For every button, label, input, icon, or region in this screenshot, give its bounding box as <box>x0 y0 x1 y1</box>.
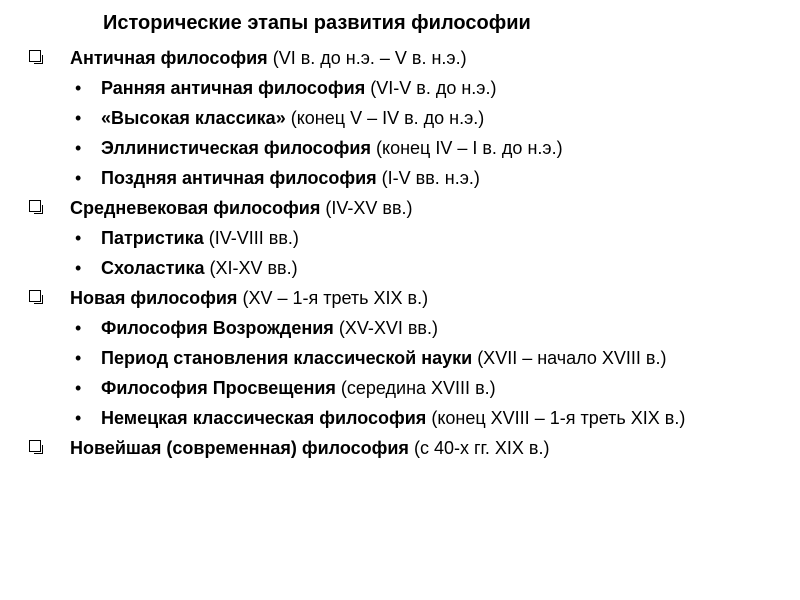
item-name: Немецкая классическая философия <box>101 408 427 428</box>
checkbox-bullet-icon <box>29 200 41 212</box>
bullet-dot-icon: • <box>75 108 82 128</box>
item-period: (VI-V в. до н.э.) <box>370 78 497 98</box>
item-name: Ранняя античная философия <box>101 78 366 98</box>
item-name: Патристика <box>101 228 204 248</box>
section-heading <box>0 436 800 460</box>
item-period: (конец IV – I в. до н.э.) <box>376 138 563 158</box>
list-item <box>0 106 800 130</box>
list-item <box>0 76 800 100</box>
checkbox-bullet-icon <box>29 290 41 302</box>
item-name: Поздняя античная философия <box>101 168 377 188</box>
list-item <box>0 166 800 190</box>
section-modern <box>0 286 800 430</box>
outline-list <box>0 46 800 466</box>
list-item <box>0 406 800 430</box>
list-item <box>0 226 800 250</box>
item-period: (IV-VIII вв.) <box>208 228 299 248</box>
item-period: (конец XVIII – 1-я треть XIX в.) <box>431 408 686 428</box>
list-item <box>0 136 800 160</box>
section-period: (с 40-х гг. XIX в.) <box>413 438 550 458</box>
section-medieval <box>0 196 800 280</box>
bullet-dot-icon: • <box>75 228 82 248</box>
item-name: «Высокая классика» <box>101 108 286 128</box>
list-item <box>0 376 800 400</box>
bullet-dot-icon: • <box>75 408 82 428</box>
item-period: (I-V вв. н.э.) <box>381 168 480 188</box>
list-item <box>0 316 800 340</box>
item-name: Эллинистическая философия <box>101 138 371 158</box>
slide-title: Исторические этапы развития философии <box>103 12 531 34</box>
section-heading <box>0 196 800 220</box>
item-period: (XVII – начало XVIII в.) <box>477 348 667 368</box>
bullet-dot-icon: • <box>75 258 82 278</box>
section-heading <box>0 46 800 70</box>
list-item <box>0 346 800 370</box>
section-name: Новая философия <box>70 288 238 308</box>
bullet-dot-icon: • <box>75 378 82 398</box>
section-heading <box>0 286 800 310</box>
item-name: Период становления классической науки <box>101 348 473 368</box>
list-item <box>0 256 800 280</box>
item-period: (XV-XVI вв.) <box>338 318 438 338</box>
bullet-dot-icon: • <box>75 168 82 188</box>
checkbox-bullet-icon <box>29 440 41 452</box>
section-contemporary <box>0 436 800 460</box>
section-name: Античная философия <box>70 48 268 68</box>
item-period: (середина XVIII в.) <box>340 378 496 398</box>
bullet-dot-icon: • <box>75 138 82 158</box>
bullet-dot-icon: • <box>75 78 82 98</box>
section-period: (IV-XV вв.) <box>325 198 413 218</box>
section-name: Новейшая (современная) философия <box>70 438 409 458</box>
item-name: Философия Просвещения <box>101 378 336 398</box>
section-antiquity <box>0 46 800 190</box>
bullet-dot-icon: • <box>75 348 82 368</box>
section-period: (XV – 1-я треть XIX в.) <box>242 288 429 308</box>
item-period: (конец V – IV в. до н.э.) <box>290 108 485 128</box>
checkbox-bullet-icon <box>29 50 41 62</box>
section-period: (VI в. до н.э. – V в. н.э.) <box>272 48 467 68</box>
item-name: Философия Возрождения <box>101 318 334 338</box>
bullet-dot-icon: • <box>75 318 82 338</box>
item-name: Схоластика <box>101 258 205 278</box>
section-name: Средневековая философия <box>70 198 321 218</box>
item-period: (XI-XV вв.) <box>209 258 298 278</box>
